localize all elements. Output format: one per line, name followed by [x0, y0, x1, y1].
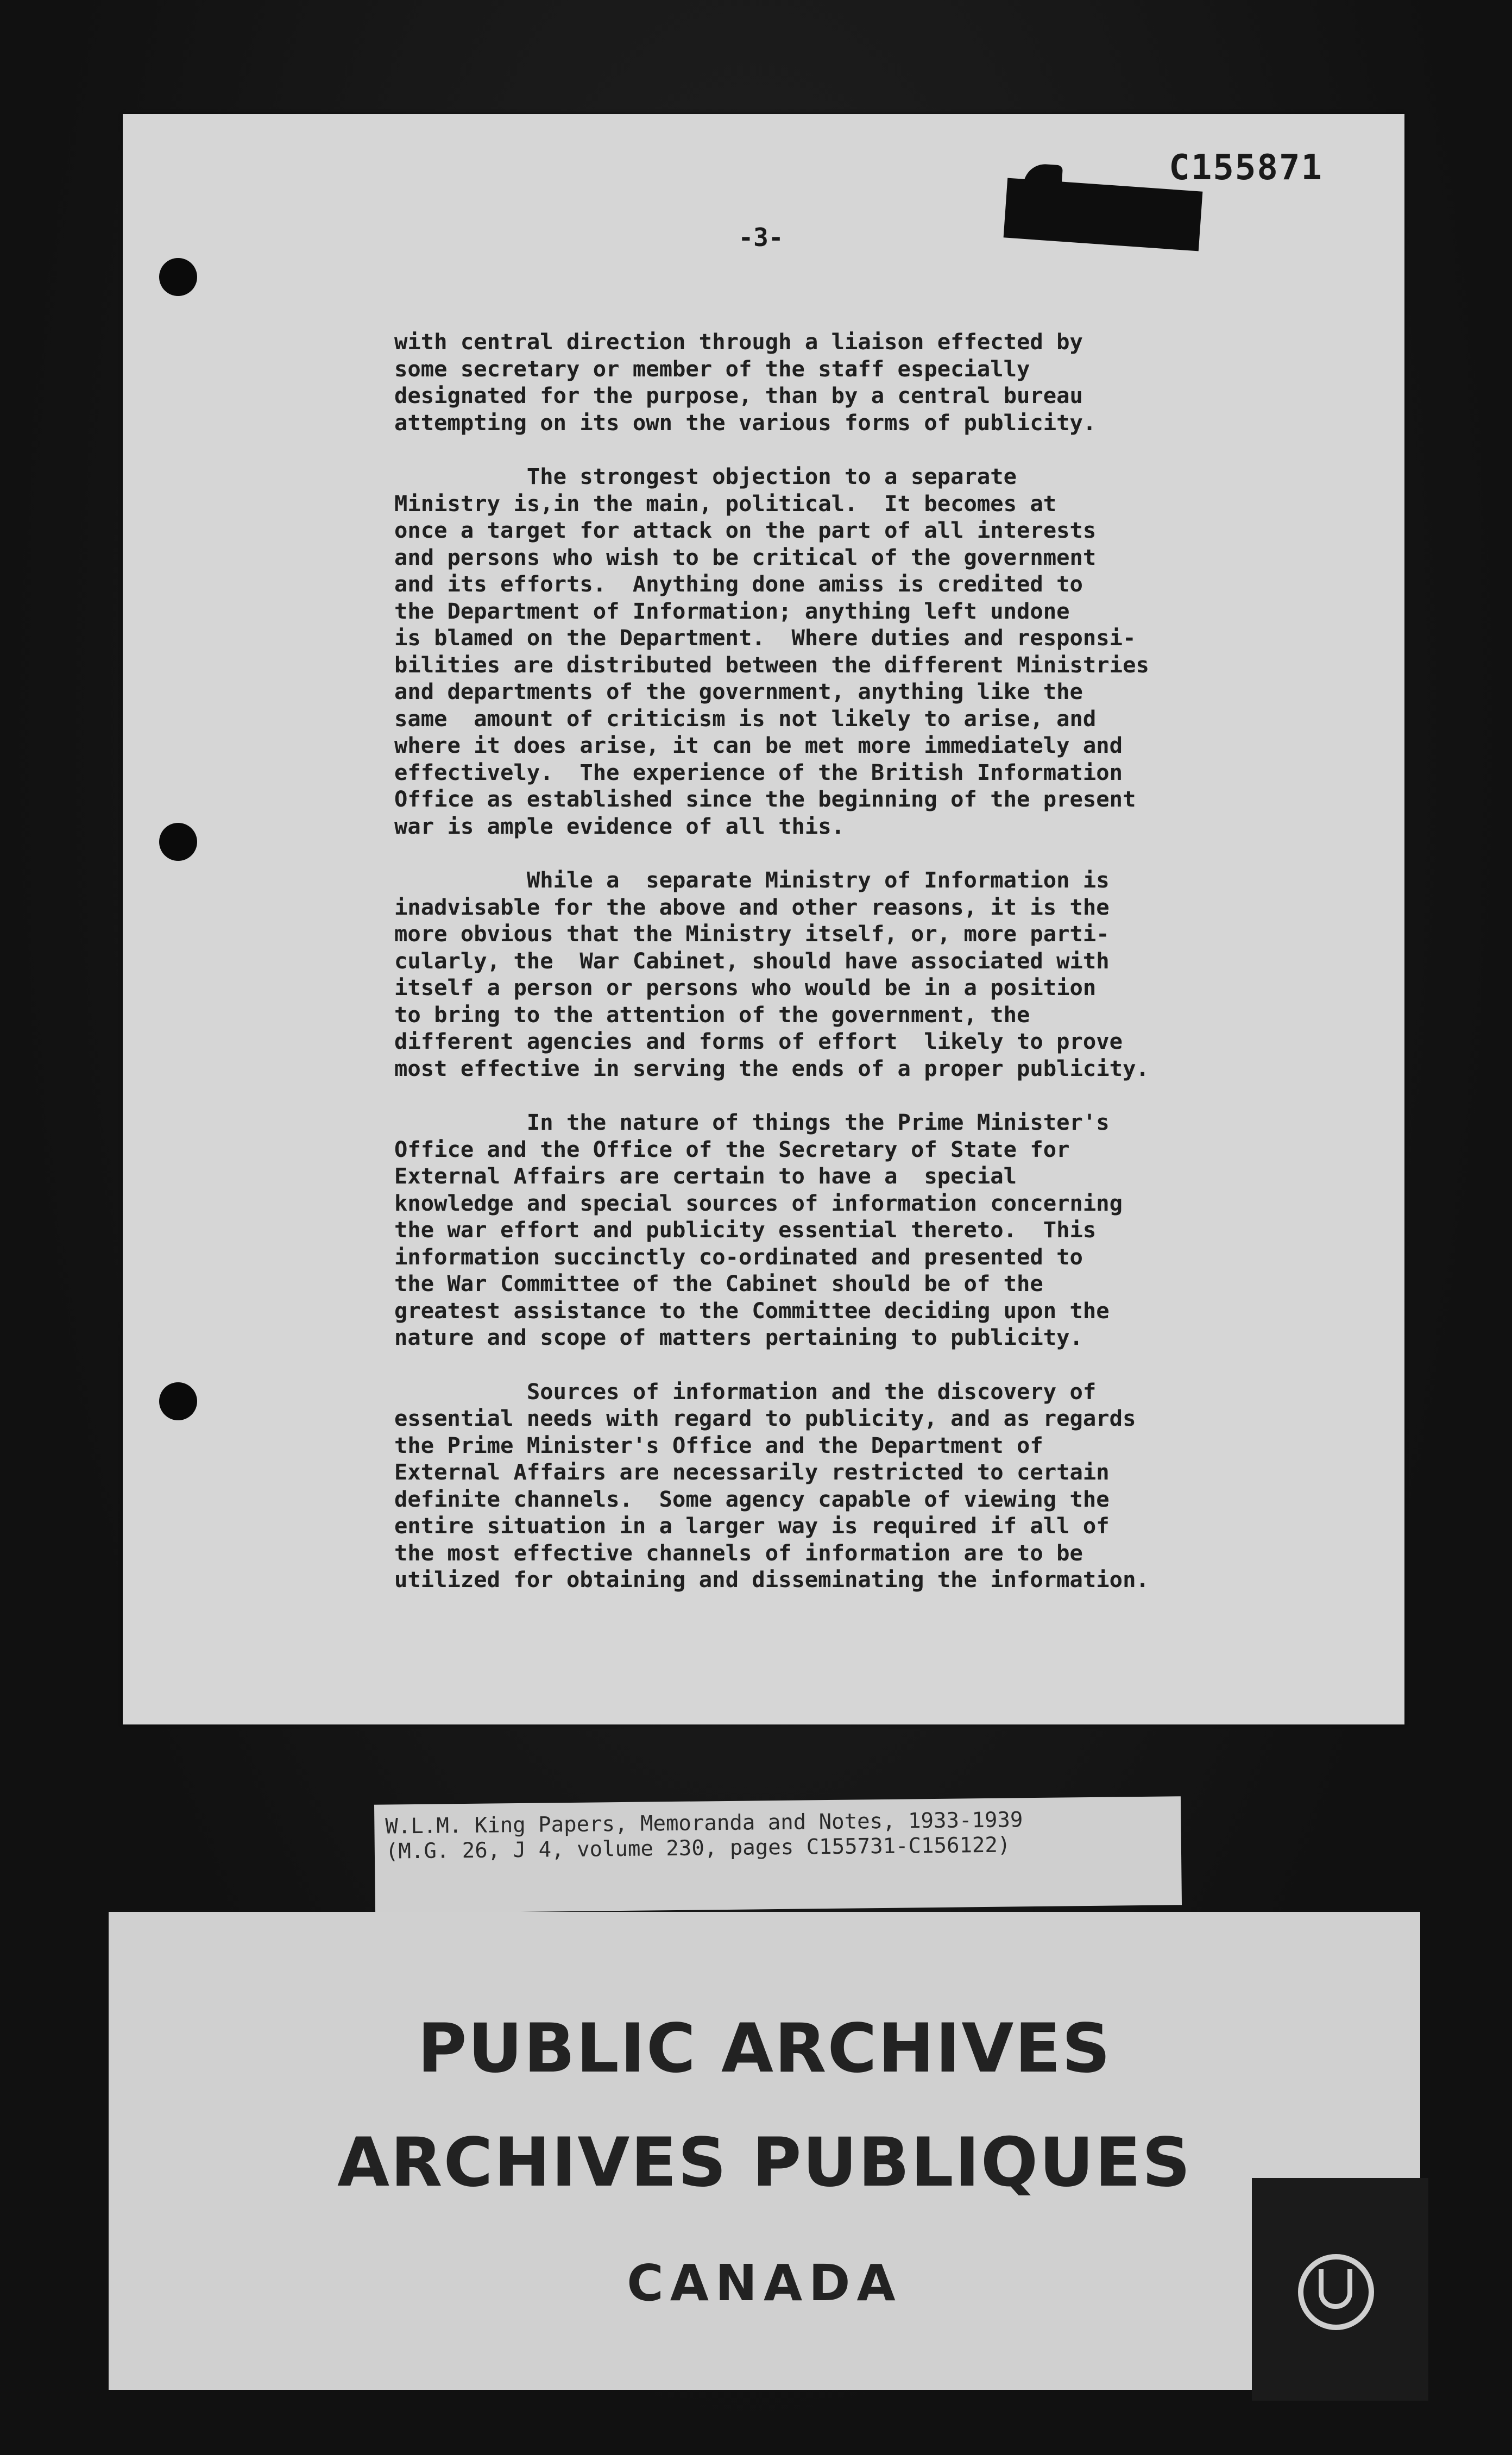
text-line: most effective in serving the ends of a proper publicity. — [394, 1055, 1149, 1081]
redaction-mark — [1004, 178, 1203, 251]
paragraph — [394, 867, 1350, 1082]
text-line: nature and scope of matters pertaining to publicity. — [394, 1324, 1083, 1350]
paragraph — [394, 463, 1350, 840]
punch-hole — [159, 258, 197, 296]
page-number: -3- — [738, 223, 784, 252]
archives-logo-box — [1252, 2178, 1428, 2401]
text-line: definite channels. Some agency capable of viewing the — [394, 1485, 1110, 1512]
text-line: and its efforts. Anything done amiss is credited to — [394, 571, 1083, 597]
text-line: is blamed on the Department. Where duties and responsi- — [394, 625, 1136, 651]
text-line: External Affairs are certain to have a special — [394, 1163, 1017, 1189]
text-line: itself a person or persons who would be in a position — [394, 974, 1097, 1000]
text-line: the War Committee of the Cabinet should be of the — [394, 1270, 1043, 1296]
text-line: essential needs with regard to publicity, and as regards — [394, 1405, 1136, 1431]
text-line: Sources of information and the discovery of — [394, 1378, 1097, 1405]
text-line: knowledge and special sources of information concerning — [394, 1189, 1123, 1216]
text-line: to bring to the attention of the government, the — [394, 1001, 1030, 1028]
punch-hole — [159, 823, 197, 861]
paragraph — [394, 329, 1350, 436]
document-page — [123, 114, 1404, 1724]
text-line: some secretary or member of the staff especially — [394, 355, 1030, 382]
text-line: information succinctly co-ordinated and presented to — [394, 1243, 1083, 1270]
text-line: External Affairs are necessarily restricted to certain — [394, 1459, 1110, 1485]
archives-country: CANADA — [627, 2254, 902, 2312]
text-line: cularly, the War Cabinet, should have associated with — [394, 947, 1110, 974]
text-line: with central direction through a liaison effected by — [394, 329, 1083, 355]
text-line: greatest assistance to the Committee deciding upon the — [394, 1297, 1110, 1324]
text-line: same amount of criticism is not likely to arise, and — [394, 705, 1097, 732]
text-line: and persons who wish to be critical of the government — [394, 544, 1097, 570]
text-line: Office and the Office of the Secretary of State for — [394, 1136, 1070, 1162]
text-line: the war effort and publicity essential thereto. This — [394, 1217, 1097, 1243]
text-line: the most effective channels of information are to be — [394, 1539, 1083, 1566]
text-line: once a target for attack on the part of all interests — [394, 517, 1097, 543]
citation-line-1: W.L.M. King Papers, Memoranda and Notes, 1933-1939 — [385, 1808, 1023, 1839]
paragraph — [394, 1378, 1350, 1594]
text-line: more obvious that the Ministry itself, or, more parti- — [394, 921, 1110, 947]
text-line: utilized for obtaining and disseminating the information. — [394, 1566, 1149, 1592]
text-line: In the nature of things the Prime Minister's — [394, 1109, 1110, 1135]
archives-english: PUBLIC ARCHIVES — [417, 2010, 1112, 2088]
text-line: Ministry is,in the main, political. It becomes at — [394, 490, 1057, 517]
text-line: attempting on its own the various forms of publicity. — [394, 409, 1097, 436]
archives-french: ARCHIVES PUBLIQUES — [337, 2124, 1192, 2202]
text-line: the Department of Information; anything left undone — [394, 597, 1070, 624]
archives-card — [109, 1912, 1420, 2390]
text-line: bilities are distributed between the different Ministries — [394, 651, 1149, 678]
text-line: inadvisable for the above and other reasons, it is the — [394, 893, 1110, 920]
text-line: effectively. The experience of the British Information — [394, 759, 1123, 785]
text-line: While a separate Ministry of Information is — [394, 867, 1110, 893]
memo-body — [394, 329, 1350, 1621]
archives-logo-icon — [1298, 2254, 1374, 2330]
text-line: different agencies and forms of effort likely to prove — [394, 1028, 1123, 1054]
punch-hole — [159, 1382, 197, 1420]
text-line: Office as established since the beginning of the present — [394, 786, 1136, 812]
paragraph — [394, 1109, 1350, 1351]
text-line: war is ample evidence of all this. — [394, 813, 845, 839]
text-line: where it does arise, it can be met more immediately and — [394, 732, 1123, 758]
text-line: The strongest objection to a separate — [394, 463, 1017, 489]
archive-citation-label — [374, 1796, 1182, 1913]
text-line: the Prime Minister's Office and the Department of — [394, 1432, 1043, 1458]
text-line: designated for the purpose, than by a central bureau — [394, 382, 1083, 408]
text-line: entire situation in a larger way is required if all of — [394, 1513, 1110, 1539]
citation-line-2: (M.G. 26, J 4, volume 230, pages C155731-C156122) — [385, 1833, 1011, 1864]
text-line: and departments of the government, anything like the — [394, 678, 1083, 704]
reference-number: C155871 — [1169, 148, 1323, 188]
